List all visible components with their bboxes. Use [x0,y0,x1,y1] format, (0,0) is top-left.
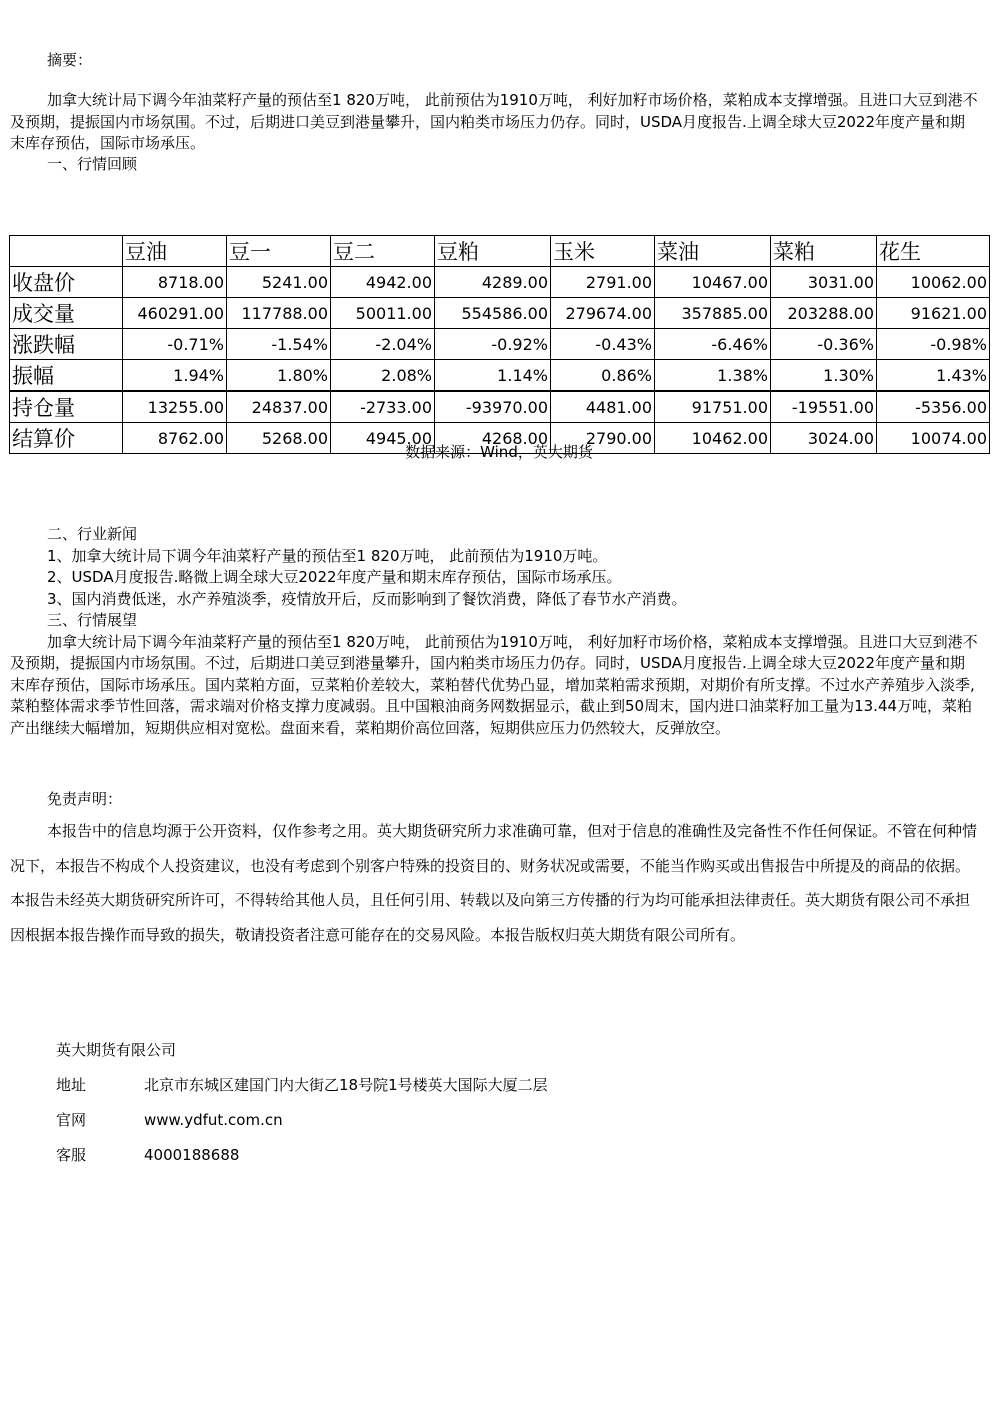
table-cell: -93970.00 [435,391,551,423]
market-quotes-table [9,235,990,454]
table-cell: 4942.00 [331,267,435,298]
table-cell: -5356.00 [877,391,990,423]
table-cell: 2.08% [331,360,435,392]
service-phone: 4000188688 [144,1146,240,1164]
table-cell: -0.43% [551,329,655,360]
table-cell: -0.92% [435,329,551,360]
table-cell: 5268.00 [227,423,331,454]
table-cell: 203288.00 [771,298,877,329]
table-cell: 554586.00 [435,298,551,329]
table-cell: 117788.00 [227,298,331,329]
table-cell: 2790.00 [551,423,655,454]
table-cell: 4268.00 [435,423,551,454]
table-cell: 8762.00 [123,423,227,454]
table-cell: 3024.00 [771,423,877,454]
disclaimer-text: 本报告中的信息均源于公开资料，仅作参考之用。英大期货研究所力求准确可靠，但对于信息的准确性及完备性不作任何保证。不管在何种情况下，本报告不构成个人投资建议，也没有考虑到个别客户特殊的投资目的、财务状况或需要，不能当作购买或出售报告中所提及的商品的依据。本报告未经英大期货研究所许可，不得转给其他人员，且任何引用、转载以及向第三方传播的行为均可能承担法律责任。英大期货有限公司不承担因根据本报告操作而导致的损失，敬请投资者注意可能存在的交易风险。本报告版权归英大期货有限公司所有。 [10,822,978,944]
column-header: 豆二 [331,236,435,267]
address-label: 地址 [56,1076,87,1094]
service-label: 客服 [56,1146,87,1164]
contact-block [56,1040,548,1180]
table-row [10,267,990,298]
table-cell: 4481.00 [551,391,655,423]
table-cell: 1.30% [771,360,877,392]
table-row [10,298,990,329]
service-row [56,1145,548,1180]
table-cell: 1.43% [877,360,990,392]
table-corner-cell [10,236,123,267]
table-cell: -0.71% [123,329,227,360]
row-label: 振幅 [10,360,123,392]
column-header: 豆粕 [435,236,551,267]
column-header: 花生 [877,236,990,267]
website-row [56,1110,548,1145]
column-header: 菜油 [655,236,771,267]
table-cell: 1.80% [227,360,331,392]
table-cell: 91621.00 [877,298,990,329]
row-label: 结算价 [10,423,123,454]
table-cell: 279674.00 [551,298,655,329]
table-cell: 2791.00 [551,267,655,298]
table-cell: -1.54% [227,329,331,360]
table-cell: 10467.00 [655,267,771,298]
column-header: 玉米 [551,236,655,267]
table-row [10,329,990,360]
table-cell: 10462.00 [655,423,771,454]
table-cell: -0.36% [771,329,877,360]
table-row [10,391,990,423]
table-cell: 10074.00 [877,423,990,454]
table-cell: -0.98% [877,329,990,360]
table-header-row [10,236,990,267]
row-label: 收盘价 [10,267,123,298]
table-cell: -2.04% [331,329,435,360]
website-label: 官网 [56,1111,87,1129]
table-cell: 4289.00 [435,267,551,298]
column-header: 豆油 [123,236,227,267]
news-item: 1、加拿大统计局下调今年油菜籽产量的预估至1 820万吨， 此前预估为1910万吨。 [47,546,608,565]
address-value: 北京市东城区建国门内大街乙18号院1号楼英大国际大厦二层 [144,1076,548,1094]
table-cell: 50011.00 [331,298,435,329]
table-cell: 0.86% [551,360,655,392]
table-row [10,360,990,392]
table-cell: 91751.00 [655,391,771,423]
table-cell: 24837.00 [227,391,331,423]
disclaimer-heading: 免责声明： [47,790,123,808]
column-header: 豆一 [227,236,331,267]
website-link[interactable]: www.ydfut.com.cn [144,1111,283,1129]
column-header: 菜粕 [771,236,877,267]
table-cell: 8718.00 [123,267,227,298]
row-label: 涨跌幅 [10,329,123,360]
table-cell: -6.46% [655,329,771,360]
table-cell: 4945.00 [331,423,435,454]
table-cell: 3031.00 [771,267,877,298]
table-cell: 1.38% [655,360,771,392]
summary-text: 加拿大统计局下调今年油菜籽产量的预估至1 820万吨， 此前预估为1910万吨， 利好加籽市场价格，菜粕成本支撑增强。且进口大豆到港不及预期，提振国内市场氛围。不过，后期进口美豆到港量攀升，国内粕类市场压力仍存。同时，USDA月度报告.上调全球大豆2022年度产量和期末库存预估，国际市场承压。 [10,91,978,152]
news-item: 3、国内消费低迷，水产养殖淡季，疫情放开后，反而影响到了餐饮消费，降低了春节水产消费。 [47,589,687,608]
table-cell: -19551.00 [771,391,877,423]
table-cell: 357885.00 [655,298,771,329]
table-cell: 1.94% [123,360,227,392]
table-source-note: 数据来源：Wind，英大期货 [405,443,593,461]
table-cell: -2733.00 [331,391,435,423]
table-cell: 10062.00 [877,267,990,298]
news-item: 2、USDA月度报告.略微上调全球大豆2022年度产量和期末库存预估，国际市场承压。 [47,568,622,586]
table-cell: 13255.00 [123,391,227,423]
address-row [56,1075,548,1110]
row-label: 持仓量 [10,391,123,423]
summary-heading: 摘要： [47,51,93,69]
section2-heading: 二、行业新闻 [47,525,138,543]
company-name: 英大期货有限公司 [56,1041,177,1059]
outlook-text: 加拿大统计局下调今年油菜籽产量的预估至1 820万吨， 此前预估为1910万吨， 利好加籽市场价格，菜粕成本支撑增强。且进口大豆到港不及预期，提振国内市场氛围。不过，后期进口美豆到港量攀升，国内粕类市场压力仍存。同时，USDA月度报告.上调全球大豆2022年度产量和期末库存预估，国际市场承压。国内菜粕方面，豆菜粕价差较大，菜粕替代优势凸显，增加菜粕需求预期，对期价有所支撑。不过水产养殖步入淡季,菜粕整体需求季节性回落，需求端对价格支撑力度减弱。且中国粮油商务网数据显示，截止到50周末，国内进口油菜籽加工量为13.44万吨，菜粕产出继续大幅增加，短期供应相对宽松。盘面来看，菜粕期价高位回落，短期供应压力仍然较大，反弹放空。 [10,632,978,737]
section3-heading: 三、行情展望 [47,611,138,629]
row-label: 成交量 [10,298,123,329]
table-cell: 460291.00 [123,298,227,329]
table-cell: 1.14% [435,360,551,392]
table-cell: 5241.00 [227,267,331,298]
section1-heading: 一、行情回顾 [47,155,138,173]
